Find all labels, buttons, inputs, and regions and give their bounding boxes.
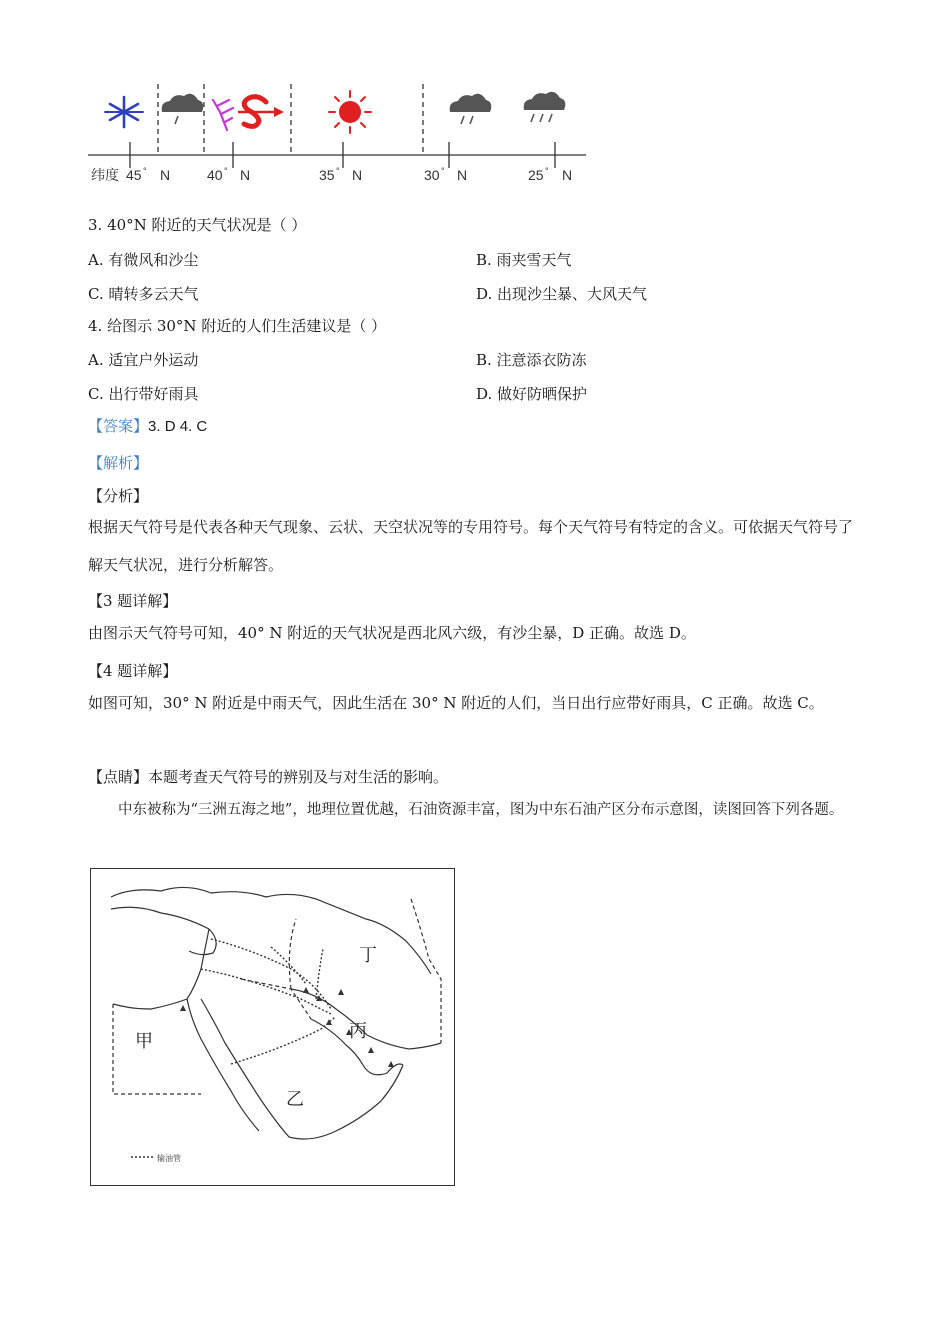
q3-option-b: B. 雨夹雪天气 bbox=[476, 251, 572, 269]
axis-title: 纬度 bbox=[91, 167, 119, 183]
lat-label-45-dir: N bbox=[160, 167, 171, 183]
middle-east-oil-map bbox=[90, 868, 455, 1186]
fenxi-paragraph: 根据天气符号是代表各种天气现象、云状、天空状况等的专用符号。每个天气符号有特定的含义。可依据天气符号了解天气状况，进行分析解答。 bbox=[88, 518, 854, 574]
answer-text: 3. D 4. C bbox=[148, 418, 208, 435]
q4-option-a: A. 适宜户外运动 bbox=[88, 351, 199, 369]
q4-detail-paragraph: 如图可知，30° N 附近是中雨天气，因此生活在 30° N 附近的人们，当日出行应带好雨具，C 正确。故选 C。 bbox=[88, 694, 824, 712]
oil-field-marker bbox=[388, 1061, 394, 1067]
coastline-levant bbox=[113, 929, 209, 1009]
oil-field-marker bbox=[303, 987, 309, 993]
lat-label-35-dir: N bbox=[352, 167, 363, 183]
sunny-icon bbox=[329, 91, 371, 133]
answer-label: 【答案】 bbox=[88, 417, 149, 435]
pipeline-5 bbox=[316, 949, 323, 999]
sandstorm-icon bbox=[238, 97, 284, 127]
pipeline-2 bbox=[201, 969, 331, 1014]
q3-option-c: C. 晴转多云天气 bbox=[88, 285, 199, 303]
lat-label-25-dir: N bbox=[562, 167, 573, 183]
snow-icon bbox=[105, 97, 143, 127]
answer-line bbox=[88, 415, 207, 436]
light-rain-icon bbox=[162, 94, 204, 124]
region-label-jia: 甲 bbox=[135, 1031, 153, 1052]
weather-symbol-strip bbox=[88, 78, 590, 190]
lat-label-40-deg: 40 bbox=[207, 167, 223, 183]
wind-northwest-six-icon bbox=[213, 100, 233, 130]
degree-mark: ° bbox=[143, 166, 147, 176]
q3-option-d: D. 出现沙尘暴、大风天气 bbox=[476, 285, 648, 303]
q4-option-d: D. 做好防晒保护 bbox=[476, 385, 588, 403]
intro-paragraph: 中东被称为“三洲五海之地”，地理位置优越，石油资源丰富，图为中东石油产区分布示意图，读图回答下列各题。 bbox=[118, 802, 844, 818]
q4-detail-label: 【4 题详解】 bbox=[88, 662, 178, 680]
map-canvas bbox=[91, 869, 453, 1184]
dianjing-line bbox=[88, 766, 448, 787]
oil-field-marker bbox=[180, 1005, 186, 1011]
analysis-label: 【解析】 bbox=[88, 454, 149, 472]
question-4-stem: 4. 给图示 30°N 附近的人们生活建议是（ ） bbox=[88, 317, 387, 335]
heavy-rain-icon bbox=[524, 92, 566, 122]
q4-option-c: C. 出行带好雨具 bbox=[88, 385, 199, 403]
coastline-red-sea-east bbox=[201, 999, 403, 1139]
border-inner bbox=[289, 919, 296, 989]
lat-label-25-deg: 25 bbox=[528, 167, 544, 183]
q3-option-a: A. 有微风和沙尘 bbox=[88, 251, 199, 269]
border-egypt bbox=[113, 1004, 201, 1094]
dianjing-label: 【点睛】 bbox=[88, 768, 149, 786]
coastline-red-sea-west bbox=[187, 999, 259, 1131]
question-3-stem: 3. 40°N 附近的天气状况是（ ） bbox=[88, 216, 307, 234]
region-label-ding: 丁 bbox=[359, 945, 377, 966]
q3-detail-paragraph: 由图示天气符号可知，40° N 附近的天气状况是西北风六级，有沙尘暴，D 正确。故选 D。 bbox=[88, 624, 696, 642]
degree-mark: ° bbox=[441, 166, 445, 176]
pipeline-1 bbox=[211, 939, 331, 1009]
lat-label-30-deg: 30 bbox=[424, 167, 440, 183]
border-east bbox=[411, 899, 441, 1043]
dianjing-text: 本题考查天气符号的辨别及与对生活的影响。 bbox=[148, 768, 449, 786]
degree-mark: ° bbox=[336, 166, 340, 176]
legend-pipeline-label: 输油管 bbox=[157, 1154, 181, 1163]
lat-label-30-dir: N bbox=[457, 167, 468, 183]
lat-label-40-dir: N bbox=[240, 167, 251, 183]
oil-field-marker bbox=[316, 995, 322, 1001]
pipeline-4 bbox=[271, 947, 306, 984]
region-label-yi: 乙 bbox=[286, 1089, 304, 1110]
map-legend bbox=[131, 1153, 181, 1163]
region-label-bing: 丙 bbox=[349, 1021, 367, 1042]
q4-option-b: B. 注意添衣防冻 bbox=[476, 351, 587, 369]
coastline-north bbox=[111, 887, 431, 974]
lat-label-35-deg: 35 bbox=[319, 167, 335, 183]
coastline-anatolia bbox=[111, 907, 216, 954]
degree-mark: ° bbox=[224, 166, 228, 176]
lat-label-45-deg: 45 bbox=[126, 167, 142, 183]
oil-field-marker bbox=[368, 1047, 374, 1053]
moderate-rain-icon bbox=[450, 94, 492, 124]
q3-detail-label: 【3 题详解】 bbox=[88, 592, 178, 610]
oil-field-marker bbox=[338, 989, 344, 995]
fenxi-label: 【分析】 bbox=[88, 487, 149, 505]
degree-mark: ° bbox=[545, 166, 549, 176]
